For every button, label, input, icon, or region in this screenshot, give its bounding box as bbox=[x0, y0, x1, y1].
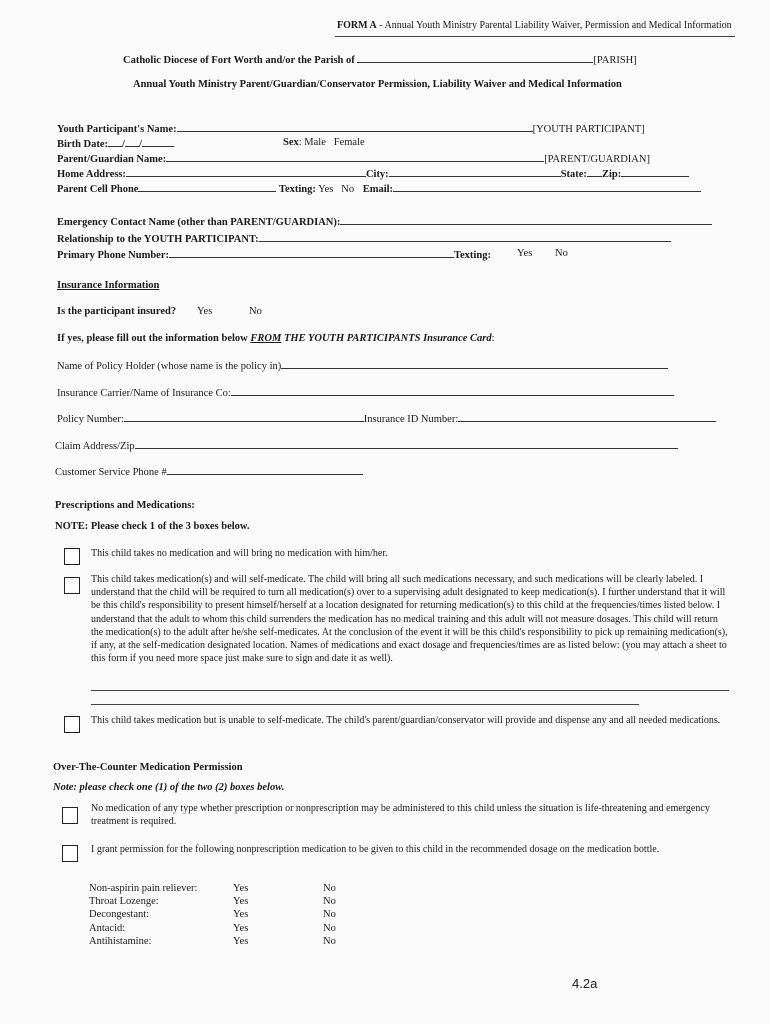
sex-label: Sex bbox=[283, 137, 299, 148]
sex-row bbox=[283, 137, 365, 148]
otc-yes-option[interactable]: Yes bbox=[233, 896, 249, 908]
primary-phone-row bbox=[57, 248, 491, 261]
birth-day-field[interactable] bbox=[125, 137, 139, 147]
parent-name-row bbox=[57, 152, 650, 165]
instruction-colon: : bbox=[491, 333, 495, 344]
city-label: City: bbox=[365, 169, 389, 180]
otc-medication-name: Antacid: bbox=[89, 922, 126, 934]
emergency-texting-label: Texting: bbox=[453, 250, 491, 261]
medication-list-line-1[interactable] bbox=[91, 690, 729, 691]
address-field[interactable] bbox=[126, 167, 366, 177]
claim-address-row bbox=[55, 439, 678, 452]
parent-texting-label: Texting: bbox=[278, 184, 316, 195]
otc-option1-text: No medication of any type whether prescription or nonprescription may be administered to this child unless the situation is life-threatening and emergency treatment is required. bbox=[91, 803, 710, 828]
customer-service-label: Customer Service Phone # bbox=[55, 467, 167, 478]
rx-option3-text: This child takes medication but is unable to self-medicate. The child's parent/guardian/conservator will provide and dispense any and all needed medications. bbox=[91, 715, 721, 726]
otc-yes-option[interactable]: Yes bbox=[233, 922, 249, 934]
prescriptions-heading: Prescriptions and Medications: bbox=[55, 500, 195, 511]
rx-option3-checkbox[interactable] bbox=[64, 716, 80, 733]
insured-no[interactable]: No bbox=[249, 306, 262, 317]
zip-label: Zip: bbox=[601, 169, 622, 180]
claim-address-label: Claim Address/Zip bbox=[55, 441, 135, 452]
otc-yes-option[interactable]: Yes bbox=[233, 909, 249, 921]
page-number: 4.2a bbox=[572, 976, 598, 991]
insured-question: Is the participant insured? bbox=[57, 306, 177, 317]
otc-no-option[interactable]: No bbox=[323, 935, 336, 947]
parent-cell-row bbox=[57, 182, 701, 195]
relationship-row bbox=[57, 232, 671, 245]
participant-name-field[interactable] bbox=[177, 122, 533, 132]
participant-tag: [YOUTH PARTICIPANT] bbox=[532, 124, 645, 135]
form-label: FORM A bbox=[337, 20, 377, 31]
prescriptions-note: NOTE: Please check 1 of the 3 boxes below. bbox=[55, 521, 250, 532]
otc-yes-option[interactable]: Yes bbox=[233, 935, 249, 947]
email-label: Email: bbox=[362, 184, 394, 195]
parent-cell-label: Parent Cell Phone bbox=[57, 184, 139, 195]
carrier-field[interactable] bbox=[231, 386, 674, 396]
primary-phone-field[interactable] bbox=[169, 248, 454, 258]
participant-name-label: Youth Participant's Name: bbox=[57, 124, 177, 135]
email-field[interactable] bbox=[393, 182, 701, 192]
parent-texting-options[interactable]: Yes No bbox=[315, 184, 355, 195]
page-subtitle: Annual Youth Ministry Parent/Guardian/Conservator Permission, Liability Waiver and Medical Information bbox=[133, 79, 622, 90]
policy-holder-row bbox=[57, 359, 668, 372]
zip-field[interactable] bbox=[621, 167, 689, 177]
relationship-label: Relationship to the YOUTH PARTICIPANT: bbox=[57, 234, 259, 245]
carrier-row bbox=[57, 386, 674, 399]
otc-no-option[interactable]: No bbox=[323, 896, 336, 908]
otc-medication-name: Decongestant: bbox=[89, 909, 150, 921]
header-divider bbox=[335, 36, 735, 37]
form-title: - Annual Youth Ministry Parental Liability Waiver, Permission and Medical Information bbox=[376, 20, 732, 31]
otc-heading: Over-The-Counter Medication Permission bbox=[53, 762, 243, 773]
otc-no-option[interactable]: No bbox=[323, 922, 336, 934]
otc-medication-name: Antihistamine: bbox=[89, 935, 152, 947]
emergency-texting-no[interactable]: No bbox=[555, 248, 568, 259]
sex-options[interactable]: : Male Female bbox=[298, 137, 365, 148]
policy-holder-label: Name of Policy Holder (whose name is the policy in) bbox=[57, 361, 282, 372]
address-label: Home Address: bbox=[57, 169, 126, 180]
otc-yes-option[interactable]: Yes bbox=[233, 883, 249, 894]
city-field[interactable] bbox=[389, 167, 561, 177]
medication-list-line-2[interactable] bbox=[91, 704, 639, 705]
carrier-label: Insurance Carrier/Name of Insurance Co: bbox=[57, 388, 231, 399]
parish-field[interactable] bbox=[357, 53, 593, 63]
form-header bbox=[337, 20, 732, 31]
customer-service-field[interactable] bbox=[167, 465, 363, 475]
rx-option1-checkbox[interactable] bbox=[64, 548, 80, 565]
relationship-field[interactable] bbox=[259, 232, 671, 242]
claim-address-field[interactable] bbox=[135, 439, 678, 449]
birth-year-field[interactable] bbox=[142, 137, 174, 147]
emergency-texting-yes[interactable]: Yes bbox=[517, 248, 533, 259]
diocese-label: Catholic Diocese of Fort Worth and/or the Parish of bbox=[123, 55, 355, 66]
policy-number-label: Policy Number: bbox=[57, 414, 124, 425]
parent-name-field[interactable] bbox=[166, 152, 544, 162]
birth-date-row: Birth Date: / / bbox=[57, 137, 174, 150]
policy-holder-field[interactable] bbox=[281, 359, 668, 369]
insurance-id-field[interactable] bbox=[458, 412, 716, 422]
parent-name-label: Parent/Guardian Name: bbox=[57, 154, 167, 165]
parent-cell-field[interactable] bbox=[138, 182, 276, 192]
otc-option1-checkbox[interactable] bbox=[62, 807, 78, 824]
instruction-from: FROM bbox=[250, 333, 282, 344]
otc-medication-names bbox=[89, 882, 197, 948]
rx-option1-text: This child takes no medication and will bring no medication with him/her. bbox=[91, 548, 388, 559]
emergency-contact-label: Emergency Contact Name (other than PARENT/GUARDIAN): bbox=[57, 217, 341, 228]
insurance-heading: Insurance Information bbox=[57, 280, 160, 291]
state-field[interactable] bbox=[587, 167, 602, 177]
insurance-instruction bbox=[57, 333, 495, 344]
emergency-contact-row bbox=[57, 215, 712, 228]
state-label: State: bbox=[560, 169, 587, 180]
address-row bbox=[57, 167, 689, 180]
birth-month-field[interactable] bbox=[108, 137, 122, 147]
policy-number-row bbox=[57, 412, 716, 425]
otc-note: Note: please check one (1) of the two (2) boxes below. bbox=[53, 782, 285, 793]
diocese-line bbox=[123, 53, 637, 66]
rx-option2-checkbox[interactable] bbox=[64, 577, 80, 594]
insured-yes[interactable]: Yes bbox=[197, 306, 213, 317]
otc-no-option[interactable]: No bbox=[323, 883, 336, 894]
otc-no-option[interactable]: No bbox=[323, 909, 336, 921]
participant-name-row bbox=[57, 122, 645, 135]
otc-yes-column bbox=[233, 882, 248, 948]
parent-tag: [PARENT/GUARDIAN] bbox=[544, 154, 650, 165]
emergency-contact-field[interactable] bbox=[340, 215, 712, 225]
otc-option2-text: I grant permission for the following nonprescription medication to be given to this child in the recommended dosage on the medication bottle. bbox=[91, 844, 660, 855]
otc-option2-checkbox[interactable] bbox=[62, 845, 78, 862]
rx-option2-text: This child takes medication(s) and will self-medicate. The child will bring all such medications necessary, and such medications will be clearly labeled. I understand that the child will be required to turn all medication(s) over to a supervising adult designated to keep medication(s). I further understand that it will be this child's responsibility to present himself/herself at a location designated for returning medication(s) to this child at the frequencies/times listed below. I understand that the adult to whom this child surrenders the medication has no medical training and this adult will not measure dosages. This child will return the medication(s) to the adult after he/she self-medicates. At the conclusion of the event it will be this child's responsibility to pick up remaining medication(s), if any, at the self-medication designated location. Names of medications and exact dosage and frequencies/times are as listed below: (you may attach a sheet to this form if you need more space just make sure to sign and date it as well). bbox=[91, 574, 728, 665]
otc-medication-name: Non-aspirin pain reliever: bbox=[89, 883, 198, 894]
insurance-id-label: Insurance ID Number: bbox=[363, 414, 459, 425]
instruction-prefix: If yes, please fill out the information below bbox=[57, 333, 251, 344]
parish-tag: [PARISH] bbox=[593, 55, 637, 66]
policy-number-field[interactable] bbox=[124, 412, 364, 422]
otc-medication-name: Throat Lozenge: bbox=[89, 896, 159, 908]
birth-date-label: Birth Date: bbox=[57, 139, 109, 150]
primary-phone-label: Primary Phone Number: bbox=[57, 250, 169, 261]
otc-no-column bbox=[323, 882, 336, 948]
instruction-suffix: THE YOUTH PARTICIPANTS Insurance Card bbox=[281, 333, 492, 344]
customer-service-row bbox=[55, 465, 363, 478]
